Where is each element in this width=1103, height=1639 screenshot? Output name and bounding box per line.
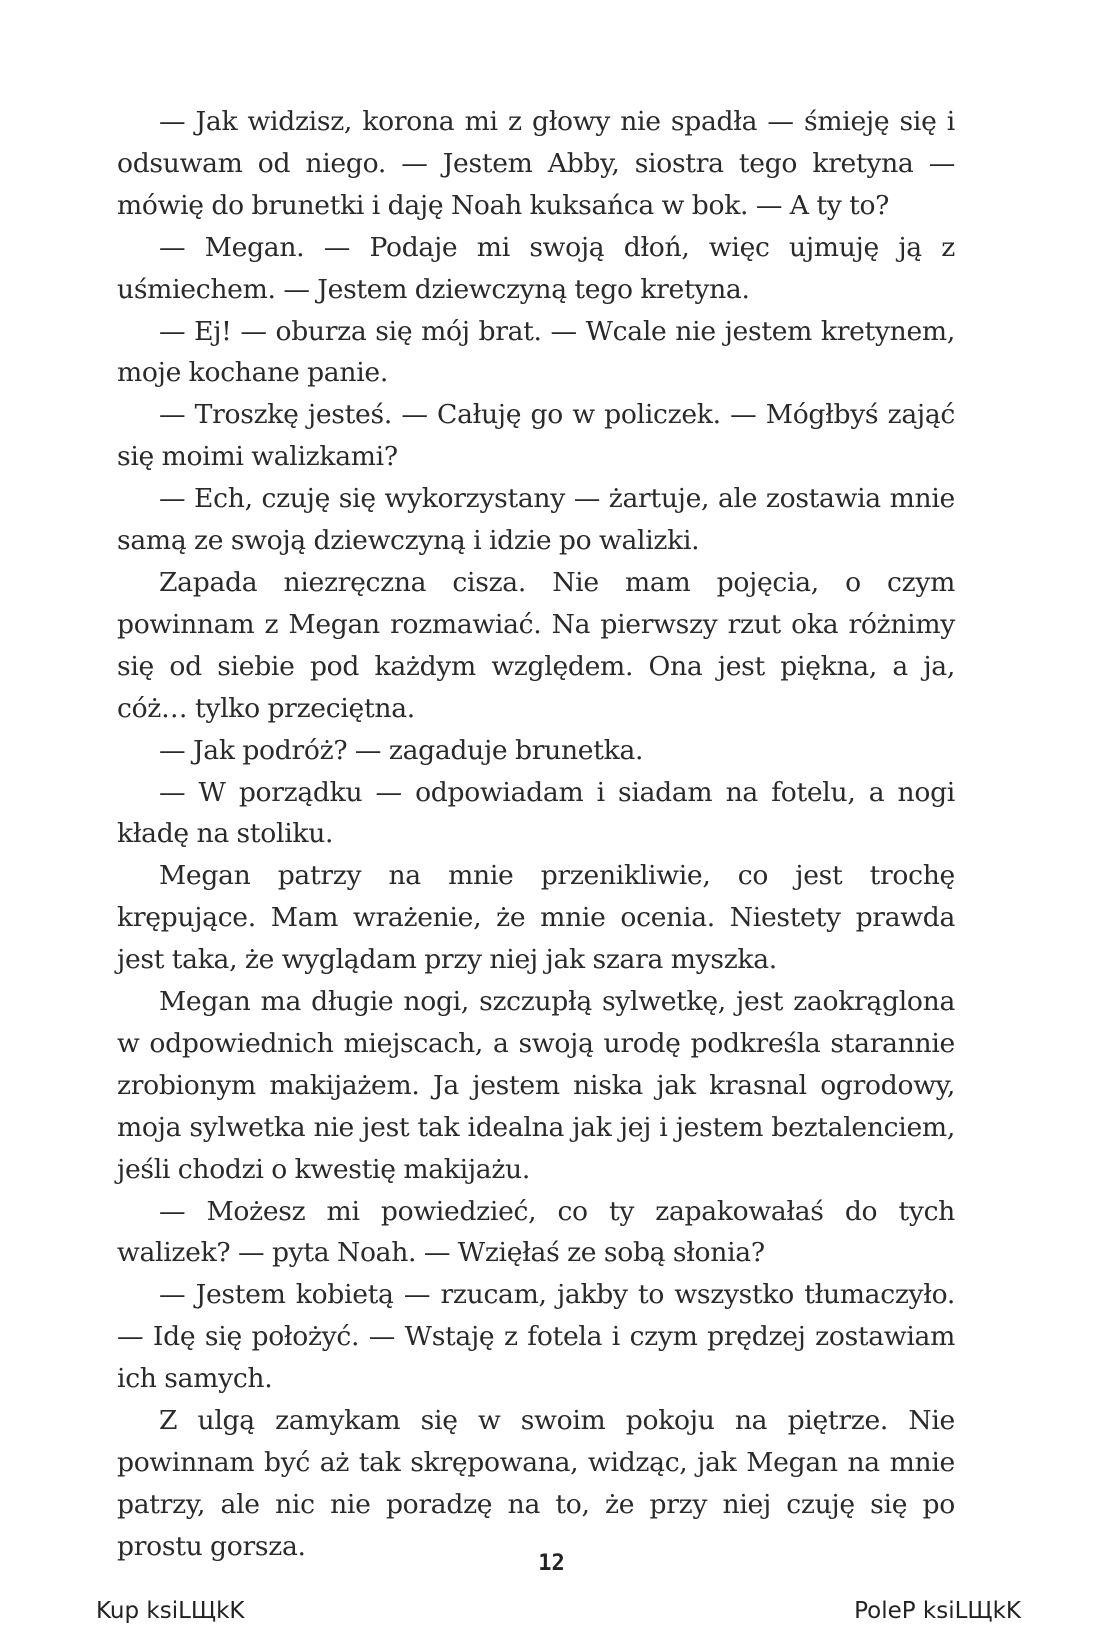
paragraph: Megan patrzy na mnie przenikliwie, co jest trochę krępujące. Mam wrażenie, że mnie ocenia. Niestety prawda jest taka, że wyglądam przy niej jak szara myszka. xyxy=(117,860,955,976)
paragraph: — Troszkę jesteś. — Całuję go w policzek. — Mógłbyś zająć się moimi walizkami? xyxy=(117,399,955,473)
paragraph: — W porządku — odpowiadam i siadam na fotelu, a nogi kładę na stoliku. xyxy=(117,776,955,850)
paragraph: Megan ma długie nogi, szczupłą sylwetkę, jest zaokrąglona w odpowiednich miejscach, a swoją urodę podkreśla starannie zrobionym makijażem. Ja jestem niska jak krasnal ogrodowy, moja sylwetka nie jest tak idealna jak jej i jestem beztalenciem, jeśli chodzi o kwestię makijażu. xyxy=(117,986,955,1185)
paragraph: Zapada niezręczna cisza. Nie mam pojęcia, o czym powinnam z Megan rozmawiać. Na pierwszy rzut oka różnimy się od siebie pod każdym względem. Ona jest piękna, a ja, cóż… tylko przeciętna. xyxy=(117,566,955,724)
paragraph: Z ulgą zamykam się w swoim pokoju na piętrze. Nie powinnam być aż tak skrępowana, widząc, jak Megan na mnie patrzy, ale nic nie poradzę na to, że przy niej czuję się po prostu gorsza. xyxy=(117,1405,955,1562)
paragraph: — Jestem kobietą — rzucam, jakby to wszystko tłumaczyło. — Idę się położyć. — Wstaję z fotela i czym prędzej zostawiam ich samych. xyxy=(117,1279,955,1395)
paragraph: — Jak widzisz, korona mi z głowy nie spadła — śmieję się i odsuwam od niego. — Jestem Abby, siostra tego kretyna — mówię do brunetki i daję Noah kuksańca w bok. — A ty to? xyxy=(117,106,955,221)
recommend-book-link[interactable]: PoleP ksiLЩkK xyxy=(854,1598,1021,1624)
paragraph: — Możesz mi powiedzieć, co ty zapakowałaś do tych walizek? — pyta Noah. — Wzięłaś ze sobą słonia? xyxy=(117,1195,955,1269)
page-number: 12 xyxy=(538,1551,565,1576)
paragraph: — Ech, czuję się wykorzystany — żartuje, ale zostawia mnie samą ze swoją dziewczyną i idzie po walizki. xyxy=(117,483,955,557)
body-text xyxy=(117,101,955,1568)
paragraph: — Jak podróż? — zagaduje brunetka. xyxy=(159,734,644,766)
paragraph: — Ej! — oburza się mój brat. — Wcale nie jestem kretynem, moje kochane panie. xyxy=(117,315,955,389)
paragraph: — Megan. — Podaje mi swoją dłoń, więc ujmuję ją z uśmiechem. — Jestem dziewczyną tego kretyna. xyxy=(117,231,955,305)
buy-book-link[interactable]: Kup ksiLЩkK xyxy=(96,1598,245,1624)
